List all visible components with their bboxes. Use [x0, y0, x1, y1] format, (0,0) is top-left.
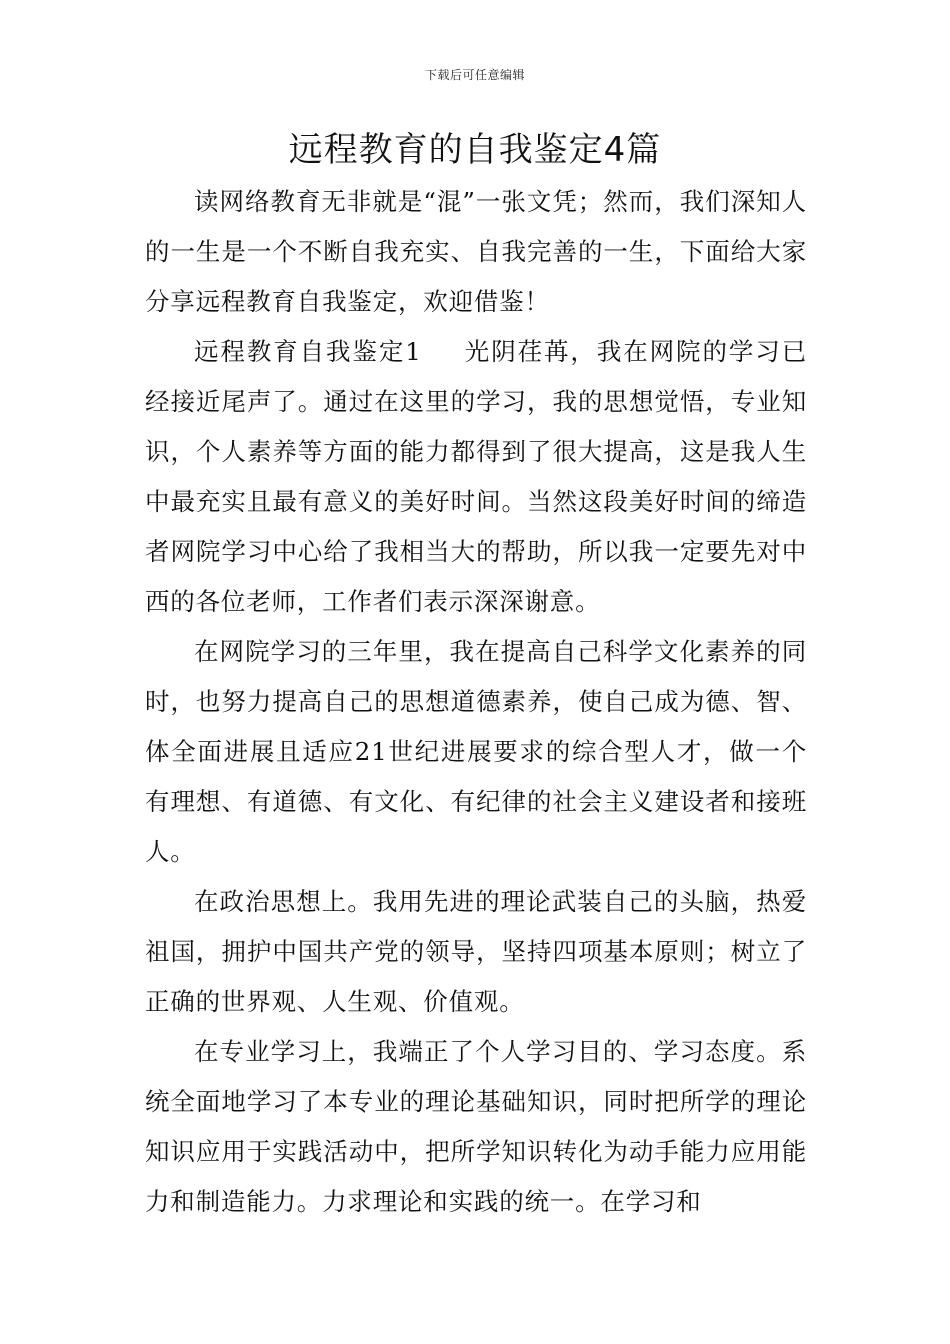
document-title: 远程教育的自我鉴定4篇: [288, 130, 662, 170]
section-1-text: 光阴荏苒，我在网院的学习已经接近尾声了。通过在这里的学习，我的思想觉悟，专业知识，个人素养等方面的能力都得到了很大提高，这是我人生中最充实且最有意义的美好时间。当然这段美好时间的缔造者网院学习中心给了我相当大的帮助，所以我一定要先对中西的各位老师，工作者们表示深深谢意。: [145, 337, 807, 616]
political-paragraph: 在政治思想上。我用先进的理论武装自己的头脑，热爱祖国，拥护中国共产党的领导，坚持四项基本原则；树立了正确的世界观、人生观、价值观。: [145, 887, 807, 1016]
header-note: 下载后可任意编辑: [424, 68, 525, 82]
professional-study-paragraph: 在专业学习上，我端正了个人学习目的、学习态度。系统全面地学习了本专业的理论基础知识，同时把所学的理论知识应用于实践活动中，把所学知识转化为动手能力应用能力和制造能力。力求理论和实践的统一。在学习和: [145, 1037, 807, 1216]
section-1-paragraph: [145, 327, 807, 627]
intro-paragraph: 读网络教育无非就是“混”一张文凭；然而，我们深知人的一生是一个不断自我充实、自我完善的一生，下面给大家分享远程教育自我鉴定，欢迎借鉴！: [145, 187, 807, 316]
document-body: [145, 177, 807, 1227]
section-1-heading: 远程教育自我鉴定1: [194, 337, 422, 366]
study-years-paragraph: 在网院学习的三年里，我在提高自己科学文化素养的同时，也努力提高自己的思想道德素养，使自己成为德、智、体全面进展且适应21世纪进展要求的综合型人才，做一个有理想、有道德、有文化、有纪律的社会主义建设者和接班人。: [145, 637, 807, 866]
